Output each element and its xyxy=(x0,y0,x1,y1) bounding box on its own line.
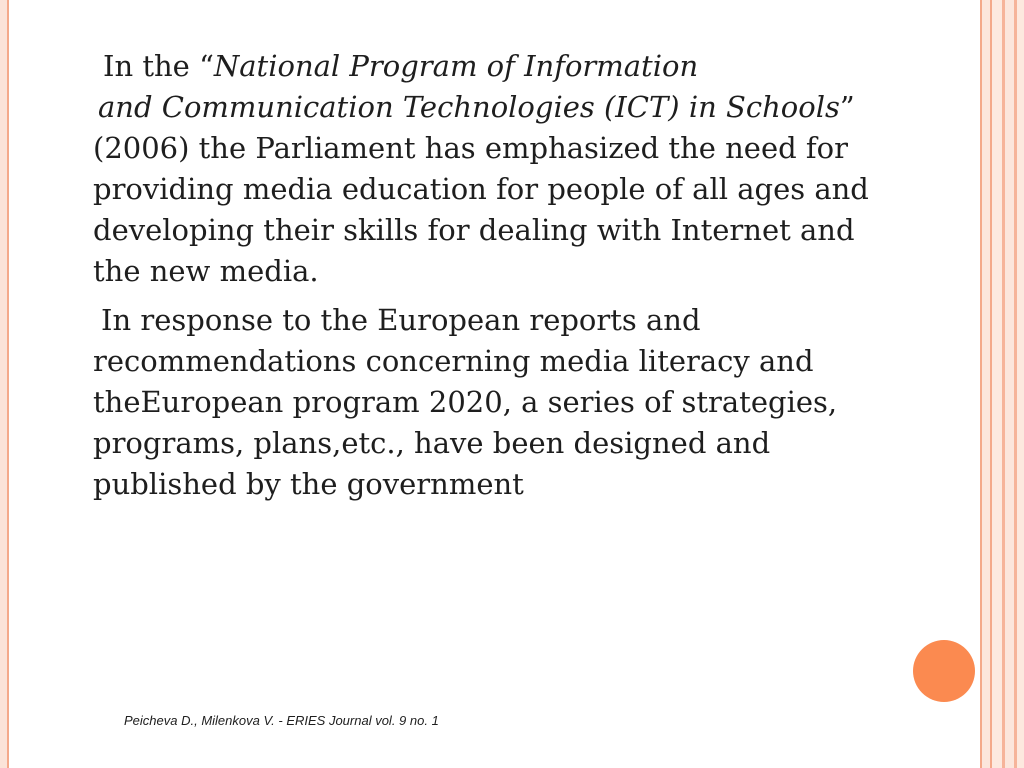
right-stripe xyxy=(982,0,990,768)
footer-citation: Peicheva D., Milenkova V. - ERIES Journal vol. 9 no. 1 xyxy=(124,713,439,728)
paragraph-2-line: recommendations concerning media literacy and xyxy=(93,344,814,378)
paragraph-1-line: (2006) the Parliament has emphasized the need for xyxy=(93,131,848,165)
right-stripe xyxy=(1017,0,1024,768)
paragraph-2-line: theEuropean program 2020, a series of strategies, xyxy=(93,385,838,419)
close-quote: ” xyxy=(839,90,855,124)
right-stripe xyxy=(992,0,1002,768)
paragraph-1-lead: In the “ xyxy=(103,49,214,83)
slide-body xyxy=(93,46,923,505)
paragraph-1-line-1 xyxy=(93,46,923,87)
paragraph-2-line: programs, plans,etc., have been designed and xyxy=(93,426,771,460)
paragraph-2-line: published by the government xyxy=(93,467,524,501)
right-stripe xyxy=(1005,0,1014,768)
paragraph-2-line: In response to the European reports and xyxy=(101,303,701,337)
paragraph-1-line-2 xyxy=(93,87,923,128)
program-title-part-1: National Program of Information xyxy=(213,49,699,83)
paragraph-1-line: the new media. xyxy=(93,254,319,288)
paragraph-1-line: providing media education for people of all ages and xyxy=(93,172,869,206)
left-border xyxy=(0,0,9,768)
paragraph-1-line: developing their skills for dealing with Internet and xyxy=(93,213,855,247)
orange-circle-decoration xyxy=(913,640,975,702)
program-title-part-2: and Communication Technologies (ICT) in Schools xyxy=(98,90,840,124)
